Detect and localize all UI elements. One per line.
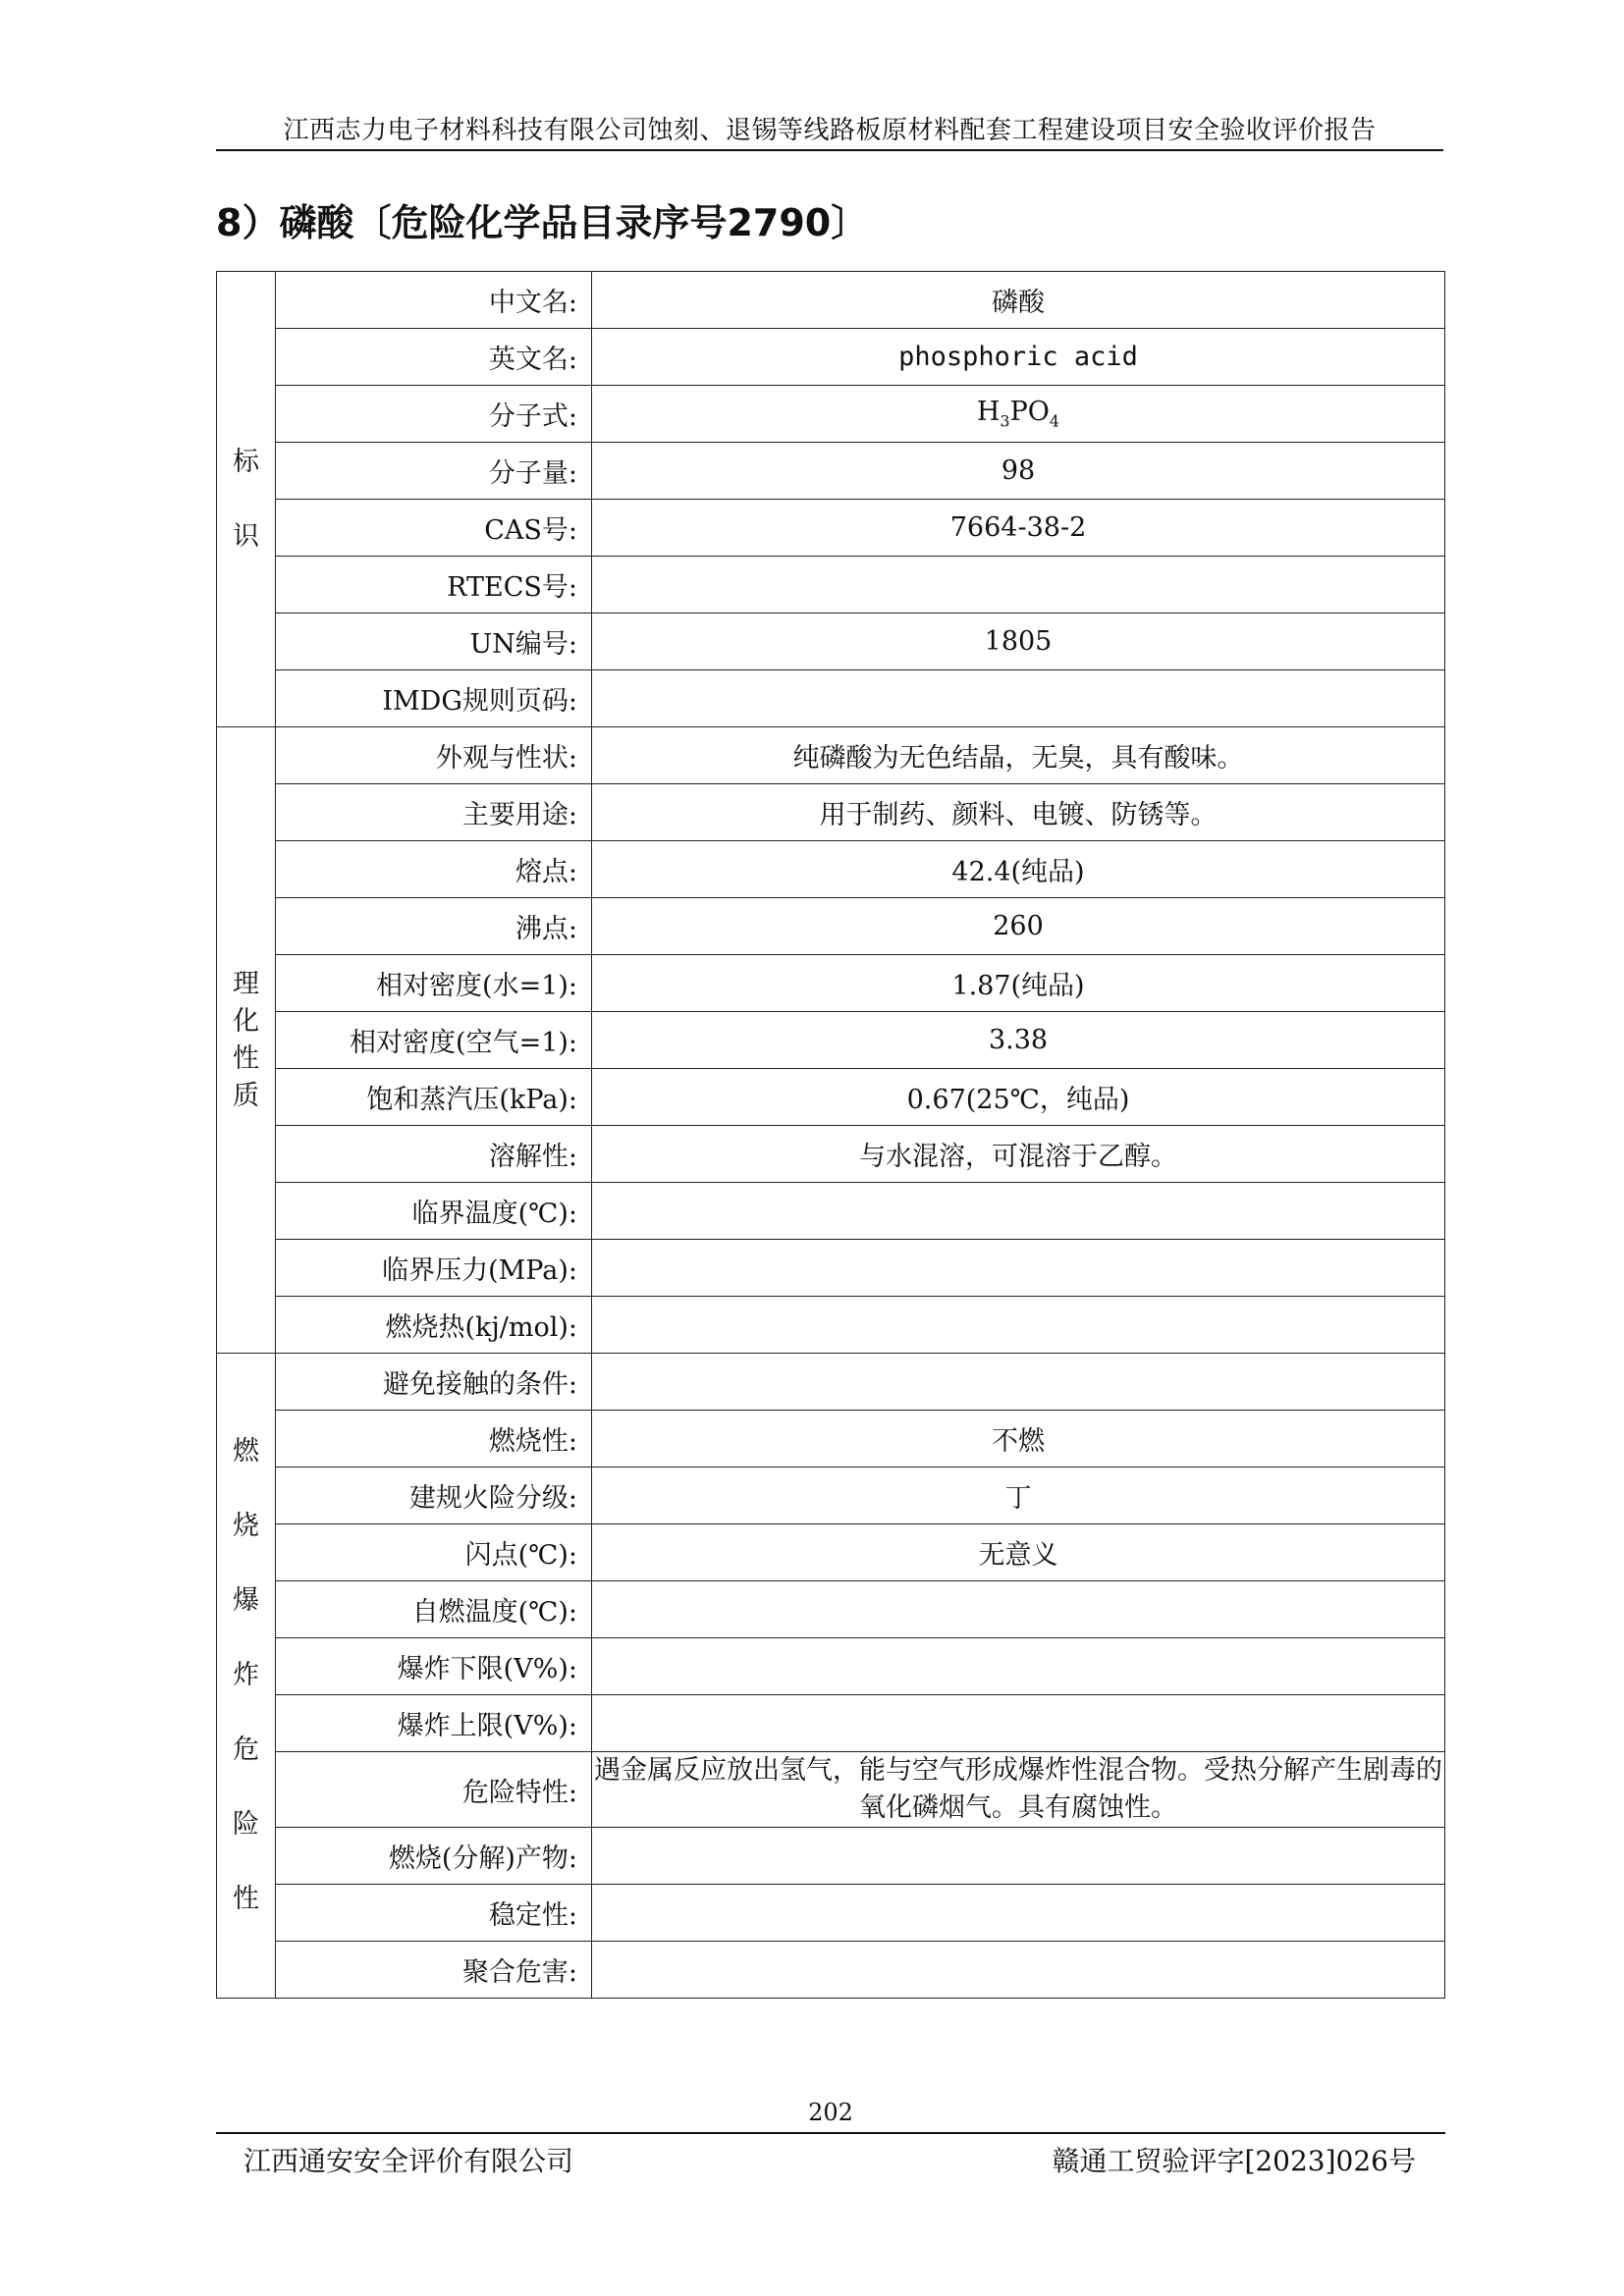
- row-value: 1805: [592, 614, 1445, 670]
- table-row: [217, 1752, 1445, 1828]
- row-label: 避免接触的条件:: [276, 1354, 592, 1411]
- row-label: 分子式:: [276, 386, 592, 443]
- row-value: 无意义: [592, 1524, 1445, 1581]
- row-label: 溶解性:: [276, 1126, 592, 1183]
- row-value: [592, 1942, 1445, 1999]
- row-label: 外观与性状:: [276, 727, 592, 784]
- table-row: [217, 1411, 1445, 1468]
- category-label: 理化性质: [233, 968, 259, 1111]
- table-row: [217, 1524, 1445, 1581]
- row-label: RTECS号:: [276, 557, 592, 614]
- table-row: [217, 329, 1445, 386]
- msds-table: [216, 271, 1445, 1999]
- row-label: 稳定性:: [276, 1885, 592, 1942]
- table-row: [217, 727, 1445, 784]
- category-label: 标识: [233, 446, 259, 552]
- formula-part: H: [976, 397, 1001, 428]
- formula-subscript: 3: [1000, 411, 1010, 431]
- row-value: 丁: [592, 1468, 1445, 1524]
- row-value: 98: [592, 443, 1445, 500]
- row-label: 相对密度(水=1):: [276, 955, 592, 1012]
- footer-divider: [216, 2132, 1445, 2134]
- table-row: [217, 614, 1445, 670]
- table-row: [217, 1581, 1445, 1638]
- row-label: 饱和蒸汽压(kPa):: [276, 1069, 592, 1126]
- table-row: [217, 1354, 1445, 1411]
- table-row: [217, 1012, 1445, 1069]
- table-row: [217, 1695, 1445, 1752]
- row-label: 建规火险分级:: [276, 1468, 592, 1524]
- section-title: 8）磷酸〔危险化学品目录序号2790〕: [216, 201, 869, 244]
- header-divider: [216, 149, 1443, 151]
- table-row: [217, 557, 1445, 614]
- row-label: 燃烧热(kj/mol):: [276, 1297, 592, 1354]
- row-label: 相对密度(空气=1):: [276, 1012, 592, 1069]
- row-value: [592, 1581, 1445, 1638]
- row-value: 7664-38-2: [592, 500, 1445, 557]
- table-row: [217, 1468, 1445, 1524]
- table-row: [217, 500, 1445, 557]
- row-value: 纯磷酸为无色结晶，无臭，具有酸味。: [592, 727, 1445, 784]
- table-row: [217, 386, 1445, 443]
- table-row: [217, 1942, 1445, 1999]
- category-fire-explosion-hazard: [217, 1354, 276, 1999]
- row-value: [592, 1240, 1445, 1297]
- row-label: 分子量:: [276, 443, 592, 500]
- category-label: 燃烧爆炸危险性: [233, 1436, 259, 1914]
- row-label: IMDG规则页码:: [276, 670, 592, 727]
- page-number: 202: [808, 2099, 853, 2126]
- row-label: 危险特性:: [276, 1752, 592, 1828]
- table-row: [217, 841, 1445, 898]
- row-value: [592, 1885, 1445, 1942]
- row-value: [592, 1695, 1445, 1752]
- table-row: [217, 1885, 1445, 1942]
- table-row: [217, 1828, 1445, 1885]
- row-value: [592, 670, 1445, 727]
- row-label: 闪点(℃):: [276, 1524, 592, 1581]
- table-row: [217, 272, 1445, 329]
- footer-doc-number: 赣通工贸验评字[2023]026号: [1052, 2145, 1416, 2177]
- row-label: 沸点:: [276, 898, 592, 955]
- row-value: [592, 1354, 1445, 1411]
- formula-value: [592, 386, 1445, 443]
- category-identification: [217, 272, 276, 727]
- formula-part: PO: [1009, 397, 1050, 428]
- formula-subscript: 4: [1049, 411, 1060, 431]
- row-value: 与水混溶，可混溶于乙醇。: [592, 1126, 1445, 1183]
- row-label: 英文名:: [276, 329, 592, 386]
- report-header-title: 江西志力电子材料科技有限公司蚀刻、退锡等线路板原材料配套工程建设项目安全验收评价报告: [283, 116, 1377, 145]
- row-label: 自燃温度(℃):: [276, 1581, 592, 1638]
- row-value: 不燃: [592, 1411, 1445, 1468]
- table-row: [217, 670, 1445, 727]
- table-row: [217, 1069, 1445, 1126]
- row-label: UN编号:: [276, 614, 592, 670]
- row-value: [592, 1638, 1445, 1695]
- row-value: 3.38: [592, 1012, 1445, 1069]
- table-row: [217, 443, 1445, 500]
- row-value: 0.67(25℃，纯品): [592, 1069, 1445, 1126]
- row-label: 临界压力(MPa):: [276, 1240, 592, 1297]
- row-value: 磷酸: [592, 272, 1445, 329]
- table-row: [217, 1297, 1445, 1354]
- table-row: [217, 1126, 1445, 1183]
- row-label: 爆炸下限(V%):: [276, 1638, 592, 1695]
- row-value: 260: [592, 898, 1445, 955]
- row-label: 燃烧性:: [276, 1411, 592, 1468]
- row-label: 中文名:: [276, 272, 592, 329]
- table-row: [217, 955, 1445, 1012]
- row-value: 用于制药、颜料、电镀、防锈等。: [592, 784, 1445, 841]
- table-row: [217, 784, 1445, 841]
- table-row: [217, 1638, 1445, 1695]
- row-value: [592, 1297, 1445, 1354]
- row-value: [592, 557, 1445, 614]
- row-label: 燃烧(分解)产物:: [276, 1828, 592, 1885]
- row-value: 1.87(纯品): [592, 955, 1445, 1012]
- row-value: [592, 1828, 1445, 1885]
- table-row: [217, 1240, 1445, 1297]
- row-value: phosphoric acid: [592, 329, 1445, 386]
- row-label: 主要用途:: [276, 784, 592, 841]
- table-row: [217, 898, 1445, 955]
- row-label: CAS号:: [276, 500, 592, 557]
- row-value: [592, 1183, 1445, 1240]
- row-value: 42.4(纯品): [592, 841, 1445, 898]
- row-label: 熔点:: [276, 841, 592, 898]
- row-label: 爆炸上限(V%):: [276, 1695, 592, 1752]
- category-physicochemical: [217, 727, 276, 1354]
- row-label: 临界温度(℃):: [276, 1183, 592, 1240]
- table-row: [217, 1183, 1445, 1240]
- footer-company: 江西通安安全评价有限公司: [244, 2145, 574, 2177]
- row-label: 聚合危害:: [276, 1942, 592, 1999]
- row-value: 遇金属反应放出氢气，能与空气形成爆炸性混合物。受热分解产生剧毒的氧化磷烟气。具有腐蚀性。: [592, 1752, 1445, 1828]
